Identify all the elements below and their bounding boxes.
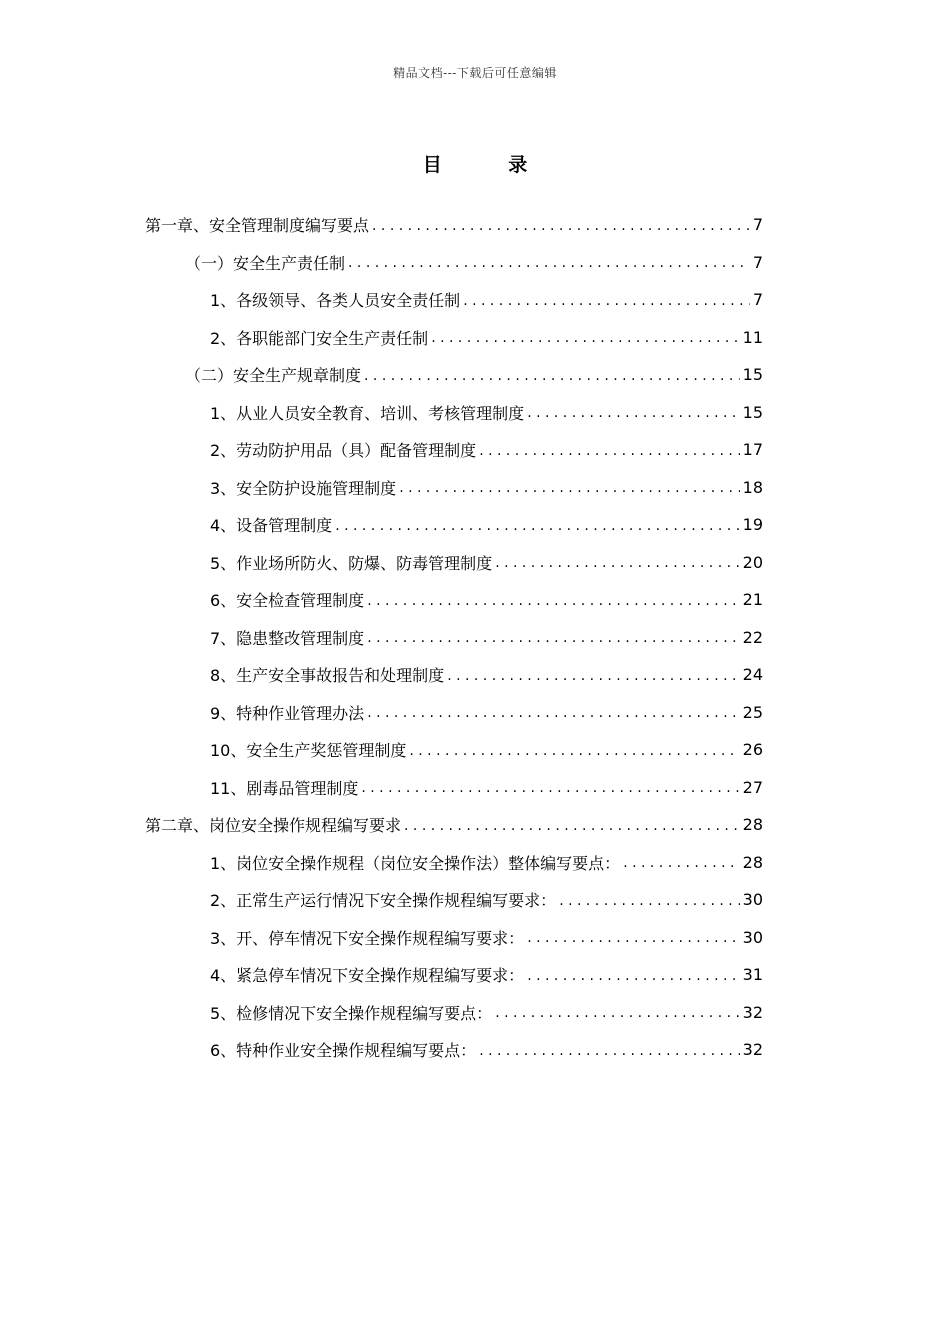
toc-entry-label: 1、各级领导、各类人员安全责任制 <box>210 291 461 311</box>
toc-entry-page-number: 32 <box>742 1002 763 1022</box>
toc-entry-label: 3、开、停车情况下安全操作规程编写要求： <box>210 928 525 948</box>
toc-entry-label: 1、岗位安全操作规程（岗位安全操作法）整体编写要点： <box>210 853 621 873</box>
toc-entry-label: 1、从业人员安全教育、培训、考核管理制度 <box>210 403 525 423</box>
toc-entry-label: 5、检修情况下安全操作规程编写要点： <box>210 1003 493 1023</box>
toc-entry-label: 11、剧毒品管理制度 <box>210 778 359 798</box>
toc-dot-leader <box>367 593 739 609</box>
toc-entry-label: （二）安全生产规章制度 <box>185 366 362 386</box>
toc-dot-leader <box>527 930 739 946</box>
toc-dot-leader <box>431 330 739 346</box>
toc-dot-leader <box>463 293 750 309</box>
toc-dot-leader <box>409 743 739 759</box>
toc-entry-label: 8、生产安全事故报告和处理制度 <box>210 666 445 686</box>
toc-dot-leader <box>559 893 739 909</box>
toc-entry[interactable] <box>145 619 763 657</box>
toc-entry-label: 4、设备管理制度 <box>210 516 333 536</box>
page-header-note: 精品文档---下载后可任意编辑 <box>393 66 557 80</box>
toc-entry-page-number: 11 <box>742 327 763 347</box>
toc-entry-label: 第一章、安全管理制度编写要点 <box>145 216 370 236</box>
toc-entry[interactable] <box>145 1031 763 1069</box>
toc-entry-label: 10、安全生产奖惩管理制度 <box>210 741 407 761</box>
toc-dot-leader <box>527 405 739 421</box>
toc-entry-page-number: 26 <box>742 740 763 760</box>
toc-entry-page-number: 32 <box>742 1040 763 1060</box>
toc-entry[interactable] <box>145 806 763 844</box>
toc-entry-label: 第二章、岗位安全操作规程编写要求 <box>145 816 402 836</box>
toc-dot-leader <box>372 218 750 234</box>
toc-entry[interactable] <box>145 656 763 694</box>
toc-entry-label: 6、安全检查管理制度 <box>210 591 365 611</box>
toc-entry-label: 2、正常生产运行情况下安全操作规程编写要求： <box>210 891 557 911</box>
toc-entry-page-number: 27 <box>742 777 763 797</box>
toc-dot-leader <box>399 480 739 496</box>
toc-dot-leader <box>404 818 740 834</box>
toc-entry[interactable] <box>145 881 763 919</box>
toc-dot-leader <box>335 518 739 534</box>
toc-dot-leader <box>495 1005 739 1021</box>
toc-dot-leader <box>447 668 739 684</box>
toc-entry[interactable] <box>145 394 763 432</box>
toc-entry[interactable] <box>145 769 763 807</box>
toc-entry-label: （一）安全生产责任制 <box>185 253 346 273</box>
toc-entry[interactable] <box>145 206 763 244</box>
toc-dot-leader <box>495 555 739 571</box>
toc-entry-page-number: 15 <box>742 402 763 422</box>
toc-entry-page-number: 7 <box>752 252 763 272</box>
toc-entry-label: 2、劳动防护用品（具）配备管理制度 <box>210 441 477 461</box>
toc-entry[interactable] <box>145 469 763 507</box>
toc-entry-page-number: 7 <box>752 215 763 235</box>
toc-entry-page-number: 22 <box>742 627 763 647</box>
toc-entry[interactable] <box>145 506 763 544</box>
toc-entry-page-number: 19 <box>742 515 763 535</box>
toc-entry[interactable] <box>145 694 763 732</box>
toc-entry[interactable] <box>145 731 763 769</box>
toc-entry-page-number: 20 <box>742 552 763 572</box>
toc-entry[interactable] <box>145 581 763 619</box>
toc-dot-leader <box>361 780 739 796</box>
toc-entry-label: 4、紧急停车情况下安全操作规程编写要求： <box>210 966 525 986</box>
toc-entry-page-number: 21 <box>742 590 763 610</box>
toc-dot-leader <box>364 368 740 384</box>
toc-entry-page-number: 31 <box>742 965 763 985</box>
toc-entry-page-number: 18 <box>742 477 763 497</box>
toc-entry[interactable] <box>145 956 763 994</box>
toc-entry[interactable] <box>145 919 763 957</box>
toc-entry-label: 6、特种作业安全操作规程编写要点： <box>210 1041 477 1061</box>
toc-dot-leader <box>367 630 739 646</box>
toc-entry-label: 5、作业场所防火、防爆、防毒管理制度 <box>210 553 493 573</box>
toc-entry-page-number: 7 <box>752 290 763 310</box>
toc-entry[interactable] <box>145 281 763 319</box>
toc-title: 目 录 <box>422 154 558 176</box>
table-of-contents <box>145 206 763 1069</box>
toc-entry-page-number: 30 <box>742 890 763 910</box>
toc-entry[interactable] <box>145 544 763 582</box>
toc-entry[interactable] <box>145 319 763 357</box>
toc-entry-page-number: 24 <box>742 665 763 685</box>
toc-entry-page-number: 25 <box>742 702 763 722</box>
toc-entry-page-number: 17 <box>742 440 763 460</box>
toc-entry-page-number: 15 <box>742 365 763 385</box>
toc-entry-page-number: 30 <box>742 927 763 947</box>
toc-entry[interactable] <box>145 244 763 282</box>
toc-entry[interactable] <box>145 844 763 882</box>
toc-dot-leader <box>348 255 750 271</box>
toc-dot-leader <box>623 855 739 871</box>
toc-dot-leader <box>479 1043 739 1059</box>
toc-dot-leader <box>479 443 739 459</box>
toc-entry-label: 3、安全防护设施管理制度 <box>210 478 397 498</box>
toc-entry-page-number: 28 <box>742 815 763 835</box>
toc-entry-label: 7、隐患整改管理制度 <box>210 628 365 648</box>
toc-entry[interactable] <box>145 431 763 469</box>
toc-entry[interactable] <box>145 356 763 394</box>
toc-entry-label: 9、特种作业管理办法 <box>210 703 365 723</box>
toc-entry-label: 2、各职能部门安全生产责任制 <box>210 328 429 348</box>
toc-dot-leader <box>527 968 739 984</box>
toc-entry-page-number: 28 <box>742 852 763 872</box>
toc-entry[interactable] <box>145 994 763 1032</box>
toc-dot-leader <box>367 705 739 721</box>
